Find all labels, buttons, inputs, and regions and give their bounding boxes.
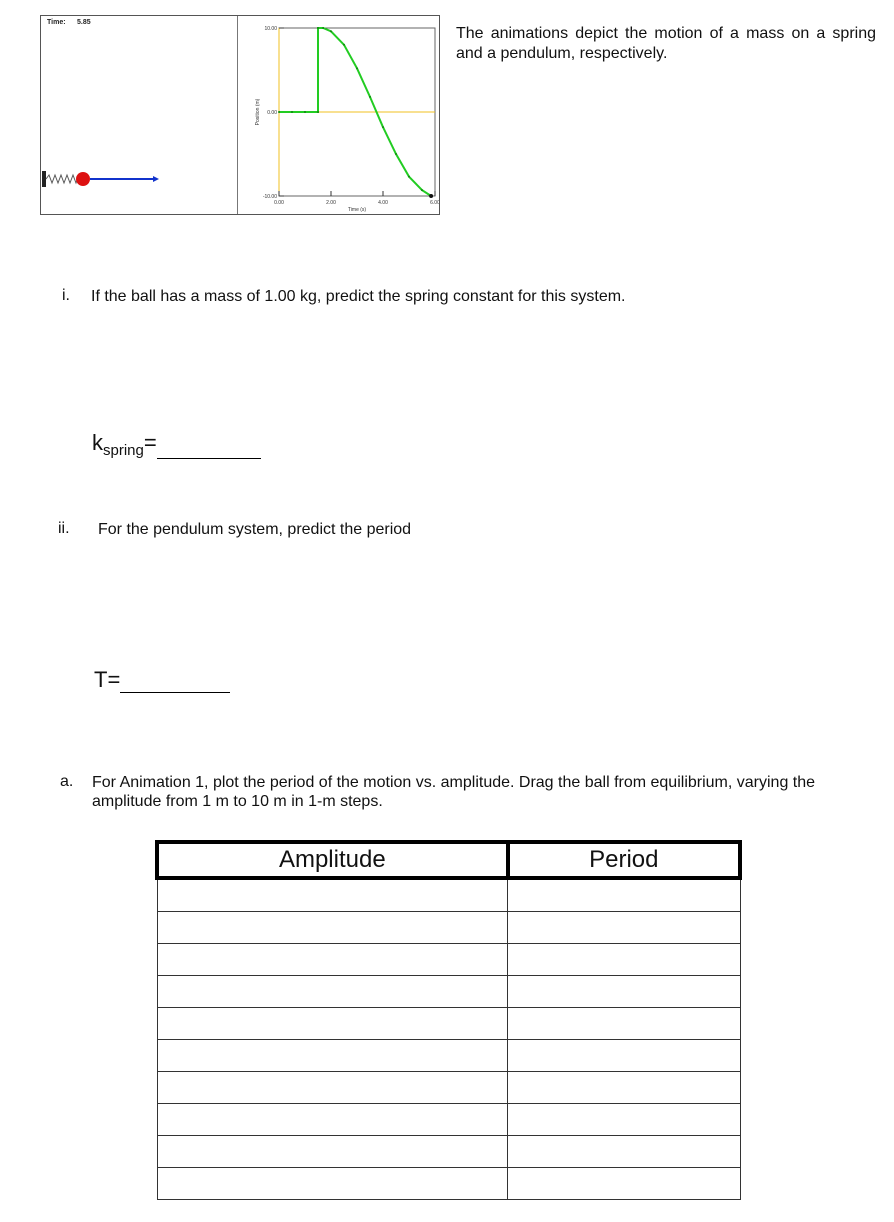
data-point (330, 30, 332, 32)
table-row (157, 912, 740, 944)
x-tick-label: 6.00 (430, 200, 439, 206)
amplitude-cell[interactable] (157, 944, 508, 976)
amplitude-cell[interactable] (157, 912, 508, 944)
period-cell[interactable] (508, 1072, 740, 1104)
table-row (157, 1040, 740, 1072)
period-header: Period (508, 842, 740, 878)
data-point (304, 111, 306, 113)
k-symbol: k (92, 430, 103, 455)
period-cell[interactable] (508, 976, 740, 1008)
period-answer (94, 667, 230, 693)
data-point (395, 153, 397, 155)
time-value: 5.85 (77, 19, 91, 26)
amplitude-cell[interactable] (157, 1136, 508, 1168)
position-chart-svg (239, 16, 439, 214)
amplitude-cell[interactable] (157, 1104, 508, 1136)
table-row (157, 878, 740, 912)
period-cell[interactable] (508, 1008, 740, 1040)
data-point (322, 27, 324, 29)
y-tick-label: 0.00 (267, 110, 277, 116)
y-tick-label: 10.00 (264, 26, 277, 32)
amplitude-cell[interactable] (157, 1072, 508, 1104)
table-header-row (157, 842, 740, 878)
period-cell[interactable] (508, 1104, 740, 1136)
x-tick-label: 4.00 (378, 200, 388, 206)
period-cell[interactable] (508, 944, 740, 976)
period-cell[interactable] (508, 1040, 740, 1072)
table-row (157, 1168, 740, 1200)
k-equals: = (143, 430, 157, 455)
data-point (278, 111, 280, 113)
time-label: Time: (47, 19, 66, 26)
table-row (157, 1104, 740, 1136)
amplitude-period-table (155, 840, 742, 1200)
amplitude-cell[interactable] (157, 1008, 508, 1040)
t-answer-blank[interactable] (120, 670, 230, 693)
period-cell[interactable] (508, 912, 740, 944)
x-axis-label: Time (s) (347, 207, 367, 213)
table-row (157, 944, 740, 976)
spring-drawing (41, 16, 237, 214)
table-row (157, 976, 740, 1008)
current-point-marker (429, 194, 433, 198)
position-chart (239, 16, 439, 214)
data-point (356, 67, 358, 69)
data-point (382, 126, 384, 128)
period-cell[interactable] (508, 878, 740, 912)
data-point (317, 27, 319, 29)
table-row (157, 1136, 740, 1168)
question-a-number: a. (60, 773, 74, 790)
y-tick-label: -10.00 (262, 194, 277, 200)
period-cell[interactable] (508, 1168, 740, 1200)
arrow-head-icon (153, 176, 159, 182)
k-spring-answer (92, 430, 261, 459)
amplitude-cell[interactable] (157, 976, 508, 1008)
amplitude-header: Amplitude (157, 842, 508, 878)
x-tick-label: 0.00 (274, 200, 284, 206)
animation-panel (40, 15, 440, 215)
question-a-text: For Animation 1, plot the period of the motion vs. amplitude. Drag the ball from equilibrium, varying the amplitude from 1 m to 10 m in 1-m steps. (92, 774, 816, 810)
data-point (421, 189, 423, 191)
period-cell[interactable] (508, 1136, 740, 1168)
t-symbol: T= (94, 667, 121, 692)
x-tick-label: 2.00 (326, 200, 336, 206)
question-ii-number: ii. (58, 520, 70, 537)
amplitude-cell[interactable] (157, 1168, 508, 1200)
data-point (317, 111, 319, 113)
k-answer-blank[interactable] (157, 436, 261, 459)
intro-text: The animations depict the motion of a mass on a spring and a pendulum, respectively. (456, 25, 876, 62)
y-axis-label: Position (m) (255, 98, 261, 126)
data-point (369, 96, 371, 98)
data-point (343, 44, 345, 46)
data-point (291, 111, 293, 113)
table-row (157, 1072, 740, 1104)
question-i-text: If the ball has a mass of 1.00 kg, predict the spring constant for this system. (91, 288, 626, 305)
k-subscript: spring (103, 442, 144, 459)
table-row (157, 1008, 740, 1040)
amplitude-cell[interactable] (157, 1040, 508, 1072)
table-body (157, 878, 740, 1200)
amplitude-cell[interactable] (157, 878, 508, 912)
ball-icon[interactable] (76, 172, 90, 186)
question-ii-text: For the pendulum system, predict the period (98, 521, 412, 538)
question-i-number: i. (62, 287, 70, 304)
data-point (408, 176, 410, 178)
wall-icon (42, 171, 46, 187)
spring-animation[interactable] (41, 16, 238, 214)
